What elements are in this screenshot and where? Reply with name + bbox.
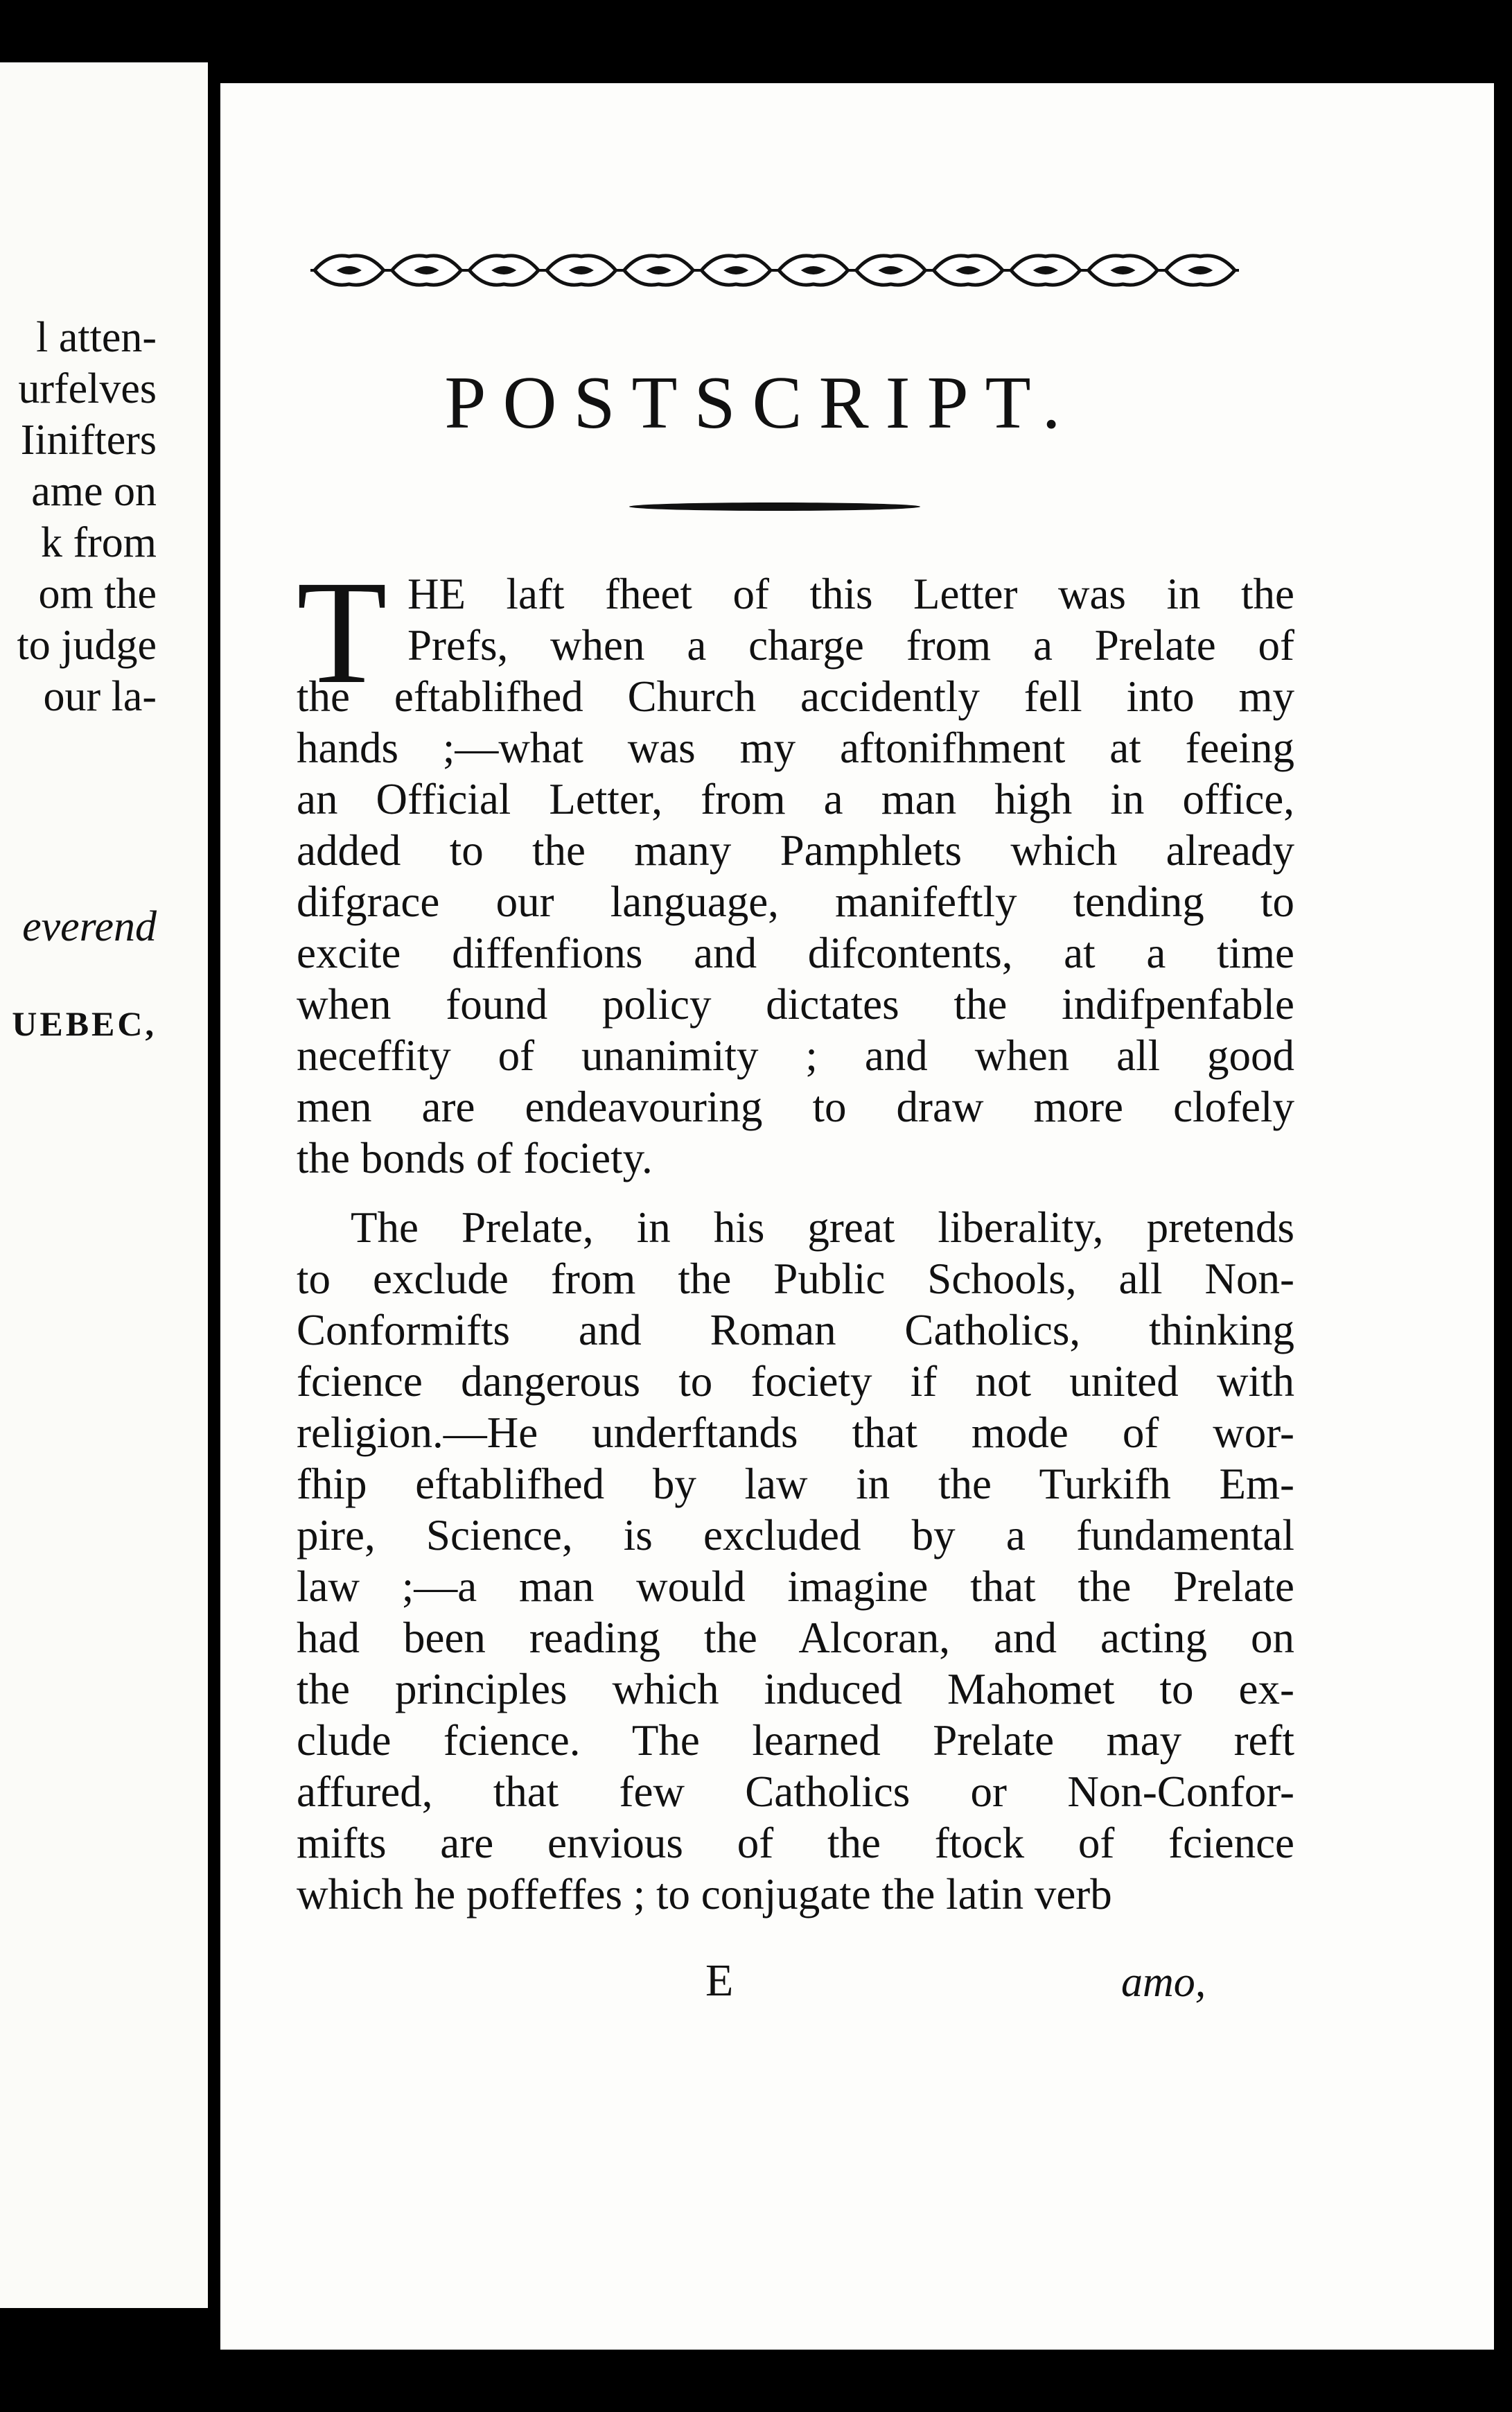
left-page-fragment (0, 62, 208, 2308)
title-rule (629, 503, 920, 511)
left-page-line: Iinifters (20, 417, 157, 464)
main-page (220, 83, 1494, 2350)
text-line: law ;—a man would imagine that the Prelate (297, 1562, 1294, 1611)
text-line: affured, that few Catholics or Non-Confor- (297, 1767, 1294, 1816)
drop-cap: T (297, 550, 387, 715)
left-page-line: our la- (43, 673, 157, 720)
signature-mark: E (705, 1955, 734, 2006)
text-line: HE laft fheet of this Letter was in the (407, 570, 1294, 618)
body-text (297, 550, 1294, 1920)
left-page-line: ame on (31, 468, 157, 515)
ornamental-border (310, 250, 1239, 291)
text-line: difgrace our language, manifeftly tending to (297, 877, 1294, 926)
text-line: which he poffeffes ; to conjugate the latin verb (297, 1870, 1112, 1919)
text-line: when found policy dictates the indifpenfable (297, 980, 1294, 1029)
paragraph-2 (297, 1202, 1294, 1920)
left-page-line: urfelves (18, 365, 157, 412)
left-page-line: everend (22, 903, 157, 950)
paragraph-1 (297, 550, 1294, 1184)
left-page-line: to judge (17, 622, 157, 669)
text-line: Conformifts and Roman Catholics, thinking (297, 1306, 1294, 1354)
text-line: fhip eftablifhed by law in the Turkifh Em- (297, 1460, 1294, 1508)
catchword: amo, (1121, 1959, 1206, 2006)
text-line: an Official Letter, from a man high in office, (297, 775, 1294, 823)
text-line: religion.—He underftands that mode of wor- (297, 1408, 1294, 1457)
text-line: pire, Science, is excluded by a fundamental (297, 1511, 1294, 1559)
left-page-line: l atten- (36, 314, 157, 361)
text-line: The Prelate, in his great liberality, pretends (351, 1203, 1294, 1252)
left-page-line: om the (38, 570, 157, 618)
text-line: Prefs, when a charge from a Prelate of (407, 621, 1294, 670)
text-line: the eftablifhed Church accidently fell into my (297, 672, 1294, 721)
left-page-line: k from (40, 519, 157, 566)
left-page-line: UEBEC, (12, 1004, 157, 1043)
text-line: added to the many Pamphlets which already (297, 826, 1294, 875)
text-line: to exclude from the Public Schools, all Non- (297, 1255, 1294, 1303)
page-title: POSTSCRIPT. (444, 362, 1078, 444)
text-line: men are endeavouring to draw more clofely (297, 1083, 1294, 1131)
text-line: excite diffenfions and difcontents, at a time (297, 929, 1294, 977)
text-line: the principles which induced Mahomet to ex- (297, 1665, 1294, 1713)
text-line: neceffity of unanimity ; and when all good (297, 1031, 1294, 1080)
text-line: the bonds of fociety. (297, 1134, 653, 1182)
text-line: mifts are envious of the ftock of fcience (297, 1819, 1294, 1867)
text-line: clude fcience. The learned Prelate may reft (297, 1716, 1294, 1765)
text-line: had been reading the Alcoran, and acting on (297, 1614, 1294, 1662)
text-line: hands ;—what was my aftonifhment at feeing (297, 724, 1294, 772)
text-line: fcience dangerous to fociety if not united with (297, 1357, 1294, 1406)
